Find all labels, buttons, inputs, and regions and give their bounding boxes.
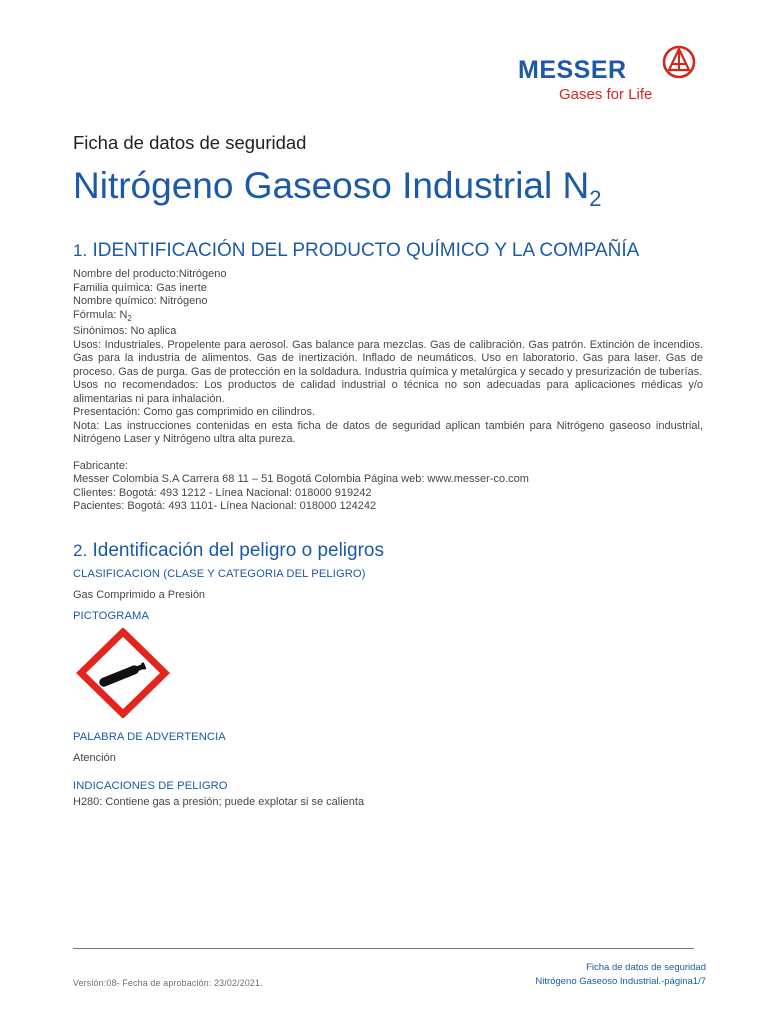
footer-divider — [73, 948, 694, 949]
classification-value: Gas Comprimido a Presión — [73, 589, 206, 601]
gas-cylinder-hazard-icon — [76, 628, 170, 718]
chemical-family-line: Familia química: Gas inerte — [73, 281, 207, 294]
document-title-text: Nitrógeno Gaseoso Industrial N — [73, 165, 590, 206]
messer-emblem-icon — [661, 44, 697, 80]
footer-page-info: Nitrógeno Gaseoso Industrial.-página1/7 — [535, 975, 706, 987]
product-name-line: Nombre del producto:Nitrógeno — [73, 268, 227, 280]
messer-logo — [518, 44, 698, 106]
presentation-line: Presentación: Como gas comprimido en cilindros. — [73, 406, 316, 419]
section-2-number: 2. — [73, 541, 88, 560]
section-2-heading — [73, 540, 384, 562]
section-1-heading — [73, 240, 639, 262]
classification-heading: CLASIFICACION (CLASE Y CATEGORIA DEL PELIGRO) — [73, 568, 366, 580]
manufacturer-label: Fabricante: — [73, 459, 129, 472]
document-kicker: Ficha de datos de seguridad — [73, 132, 307, 153]
document-title-subscript: 2 — [589, 186, 602, 211]
manufacturer-address: Messer Colombia S.A Carrera 68 11 – 51 Bogotá Colombia Página web: www.messer-co.com — [73, 473, 529, 486]
hazard-statement: H280: Contiene gas a presión; puede explotar si se calienta — [73, 796, 365, 808]
chemical-name-line: Nombre químico: Nitrógeno — [73, 295, 208, 307]
clients-phone: Clientes: Bogotá: 493 1212 - Línea Nacional: 018000 919242 — [73, 486, 372, 499]
document-title — [73, 165, 602, 211]
section-2-title: Identificación del peligro o peligros — [92, 540, 384, 561]
patients-phone: Pacientes: Bogotá: 493 1101- Línea Nacional: 018000 124242 — [73, 500, 377, 513]
synonyms-line: Sinónimos: No aplica — [73, 325, 177, 338]
signal-word-value: Atención — [73, 752, 116, 764]
footer-right — [535, 961, 706, 988]
uses-paragraph: Usos: Industriales. Propelente para aerosol. Gas balance para mezclas. Gas de calibración. Gas patrón. Extinción de incendios. Gas para la industria de alimentos. Gas de inertización. Inflado de neumáticos. Uso en laboratorio. Gas para laser. Gas de proceso. Gas de purga. Gas de protección en la soldadura. Industria química y metalúrgica y secado y presurización de tuberías. — [73, 338, 703, 378]
not-recommended-paragraph: Usos no recomendados: Los productos de calidad industrial o técnica no son adecuadas para aplicaciones médicas y/o alimentarias ni para inhalación. — [73, 379, 703, 405]
section-1-number: 1. — [73, 241, 88, 260]
logo-brand-text: MESSER — [518, 56, 627, 84]
formula-line — [73, 309, 703, 326]
footer-document-type: Ficha de datos de seguridad — [586, 962, 706, 973]
signal-word-heading: PALABRA DE ADVERTENCIA — [73, 731, 226, 743]
logo-tagline: Gases for Life — [559, 86, 653, 103]
formula-subscript: 2 — [127, 313, 132, 323]
note-paragraph: Nota: Las instrucciones contenidas en esta ficha de datos de seguridad aplican también para Nitrógeno gaseoso industrial, Nitrógeno Laser y Nitrógeno ultra alta pureza. — [73, 419, 703, 446]
section-1-title: IDENTIFICACIÓN DEL PRODUCTO QUÍMICO Y LA COMPAÑÍA — [92, 240, 640, 261]
pictogram-heading: PICTOGRAMA — [73, 610, 150, 622]
hazard-statements-heading: INDICACIONES DE PELIGRO — [73, 780, 228, 792]
footer-version: Versión:08- Fecha de aprobación: 23/02/2021. — [73, 978, 263, 988]
section-1-body — [73, 268, 703, 514]
formula-text: Fórmula: N — [73, 308, 128, 321]
